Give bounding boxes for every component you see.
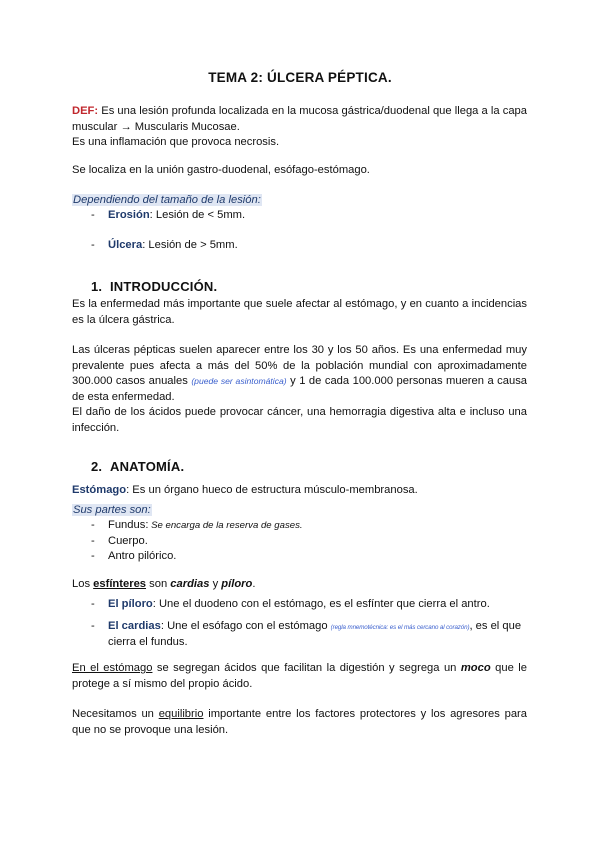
sphincter-term: El cardias bbox=[108, 619, 161, 632]
sphincter-text-cont: , es el que cierra el fundus. bbox=[108, 619, 522, 649]
size-term: Úlcera bbox=[108, 238, 143, 251]
location-paragraph: Se localiza en la unión gastro-duodenal, esófago-estómago. bbox=[72, 164, 370, 176]
section-number: 1. bbox=[91, 279, 103, 294]
intro-text-cont: y 1 de cada 100.000 personas mueren a causa de esta enfermedad. bbox=[72, 375, 528, 403]
sphincters-mid: son bbox=[146, 578, 171, 590]
sphincters-end: . bbox=[252, 578, 256, 590]
sphincter-term: El píloro bbox=[108, 598, 153, 610]
piloro-term: píloro bbox=[221, 578, 253, 590]
balance-text: importante entre los factores protectores y los agresores para que no se provoque una lesión. bbox=[72, 708, 527, 736]
list-item bbox=[91, 518, 521, 534]
balance-lead: Necesitamos un bbox=[72, 708, 159, 720]
balance-term: equilibrio bbox=[158, 708, 204, 720]
stomach-definition bbox=[72, 483, 527, 499]
sphincters-lead: Los bbox=[72, 578, 94, 590]
section-heading-anatomia bbox=[91, 459, 184, 475]
section-number: 2. bbox=[91, 459, 103, 474]
size-list bbox=[91, 208, 521, 253]
size-heading bbox=[72, 193, 527, 209]
sphincter-text: : Une el esófago con el estómago bbox=[160, 619, 331, 632]
parts-heading bbox=[72, 503, 527, 519]
intro-paragraph-1: Es la enfermedad más importante que suele afectar al estómago, y en cuanto a incidencias es la úlcera gástrica. bbox=[72, 298, 527, 326]
size-heading-text: Dependiendo del tamaño de la lesión: bbox=[73, 194, 261, 206]
part-name: Antro pilórico. bbox=[108, 550, 177, 563]
stomach-term: Estómago bbox=[72, 484, 127, 496]
part-note: Se encarga de la reserva de gases. bbox=[148, 520, 303, 531]
section-heading-text: INTRODUCCIÓN. bbox=[110, 279, 218, 294]
definition-text: Es una lesión profunda localizada en la mucosa gástrica/duodenal que llega a la capa muscular → Muscularis Mucosae. bbox=[72, 105, 527, 133]
balance-paragraph bbox=[72, 707, 527, 738]
cardias-term: cardias bbox=[170, 578, 210, 590]
sphincter-text: : Une el duodeno con el estómago, es el esfínter que cierra el antro. bbox=[152, 598, 490, 610]
mucus-lead: En el estómago bbox=[72, 662, 153, 674]
mucus-term: moco bbox=[460, 662, 491, 674]
parts-list bbox=[91, 518, 521, 565]
list-item bbox=[91, 597, 527, 613]
list-item bbox=[91, 549, 521, 565]
intro-paragraph-2 bbox=[72, 343, 527, 437]
definition-paragraph bbox=[72, 104, 527, 151]
stomach-text: : Es un órgano hueco de estructura músculo-membranosa. bbox=[126, 484, 418, 496]
intro-paragraph-3: El daño de los ácidos puede provocar cáncer, una hemorragia digestiva alta e incluso una infección. bbox=[72, 406, 527, 434]
mucus-text-cont: que le protege a sí mismo del propio ácido. bbox=[72, 662, 527, 690]
document-title: TEMA 2: ÚLCERA PÉPTICA. bbox=[208, 70, 392, 85]
section-heading-introduccion bbox=[91, 279, 217, 295]
list-item bbox=[91, 238, 521, 254]
definition-label: DEF: bbox=[72, 105, 99, 117]
part-name: Fundus: bbox=[108, 519, 149, 531]
intro-text: Las úlceras pépticas suelen aparecer entre los 30 y los 50 años. Es una enfermedad muy prevalente pues afecta a más del 50% de la población mundial con aproximadamente 300.000 casos anuales bbox=[72, 344, 527, 388]
mnemonic-note: (regla mnemotécnica: es el más cercano al corazón) bbox=[330, 623, 470, 631]
size-text: : Lesión de < 5mm. bbox=[149, 209, 246, 221]
sphincters-and: y bbox=[209, 578, 222, 590]
sphincters-term: esfínteres bbox=[93, 578, 147, 590]
part-name: Cuerpo. bbox=[108, 534, 148, 547]
mucus-text: se segregan ácidos que facilitan la digestión y segrega un bbox=[152, 662, 461, 674]
sphincter-list bbox=[91, 597, 527, 651]
sphincters-paragraph bbox=[72, 577, 527, 593]
size-text: : Lesión de > 5mm. bbox=[142, 238, 238, 251]
mucus-paragraph bbox=[72, 661, 527, 692]
list-item bbox=[91, 208, 521, 224]
size-term: Erosión bbox=[108, 209, 150, 221]
definition-text-2: Es una inflamación que provoca necrosis. bbox=[72, 136, 280, 149]
asymptomatic-note: (puede ser asintomática) bbox=[191, 376, 287, 387]
section-heading-text: ANATOMÍA. bbox=[110, 459, 185, 474]
parts-heading-text: Sus partes son: bbox=[73, 504, 151, 516]
list-item bbox=[91, 619, 527, 651]
list-item bbox=[91, 534, 521, 550]
